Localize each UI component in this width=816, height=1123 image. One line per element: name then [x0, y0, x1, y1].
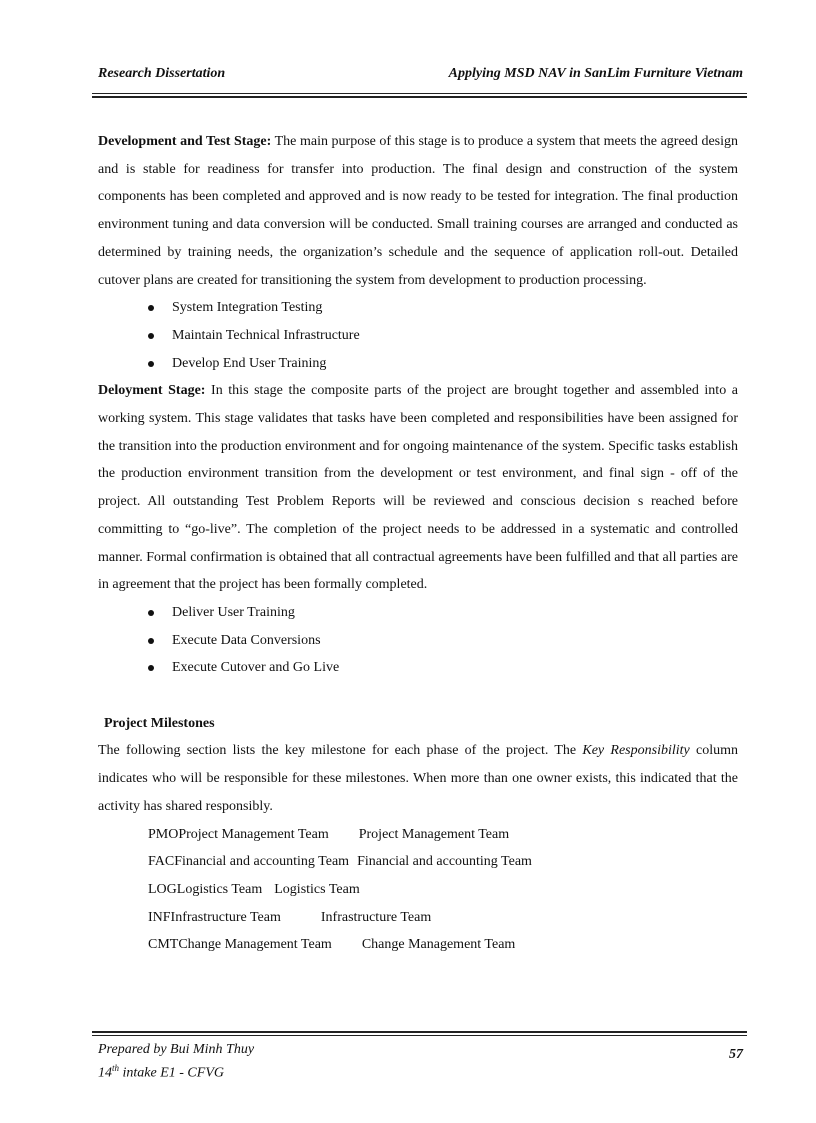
team-row: [98, 821, 738, 849]
footer-author: Prepared by Bui Minh Thuy: [98, 1042, 255, 1057]
header-title-right: Applying MSD NAV in SanLim Furniture Vietnam: [448, 66, 743, 81]
team-code-name: INFInfrastructure Team: [148, 909, 281, 925]
development-bullet-list: [98, 294, 738, 377]
development-paragraph: [98, 128, 738, 294]
team-name: Logistics Team: [274, 881, 360, 897]
footer-intake: [98, 1059, 743, 1083]
development-text: The main purpose of this stage is to produce a system that meets the agreed design and is stable for readiness for transfer into production. The final design and construction of the system components has been completed and approved and is now ready to be tested for integration. The final production environment tuning and data conversion will be conducted. Small training courses are arranged and conducted as determined by training needs, the organization’s schedule and the sequence of application roll-out. Detailed cutover plans are created for transitioning the system from development to production processing.: [98, 134, 739, 288]
list-item-text: Develop End User Training: [172, 355, 327, 371]
intro-text-a: The following section lists the key milestone for each phase of the project. The: [98, 743, 583, 759]
team-name: Financial and accounting Team: [357, 854, 532, 870]
page-number: 57: [729, 1047, 743, 1062]
team-code-name: CMTChange Management Team: [148, 937, 332, 953]
bullet-icon: [148, 638, 154, 644]
list-item-text: System Integration Testing: [172, 300, 323, 316]
team-row: [98, 876, 738, 904]
bullet-icon: [148, 665, 154, 671]
team-row: [98, 931, 738, 959]
header-rule-thick: [92, 96, 747, 98]
team-name: Project Management Team: [358, 826, 510, 842]
list-item: [98, 322, 738, 350]
section-heading: Project Milestones: [104, 715, 215, 731]
footer-rule: [92, 1035, 747, 1036]
team-row: [98, 848, 738, 876]
page-header: [98, 66, 743, 88]
footer-rule-thick: [92, 1031, 747, 1033]
bullet-icon: [148, 610, 154, 616]
list-item-text: Deliver User Training: [172, 604, 295, 620]
team-row: [98, 904, 738, 932]
header-rule: [92, 93, 747, 94]
bullet-icon: [148, 361, 154, 367]
list-item: [98, 350, 738, 378]
development-label: Development and Test Stage:: [98, 134, 272, 149]
bullet-icon: [148, 305, 154, 311]
list-item: [98, 627, 738, 655]
deployment-paragraph: [98, 377, 738, 599]
intake-text: intake E1 - CFVG: [119, 1065, 224, 1081]
intake-number: 14: [98, 1065, 112, 1081]
intro-emphasis: Key Responsibility: [582, 743, 690, 759]
blank-line: [98, 682, 738, 710]
team-name: Infrastructure Team: [320, 909, 432, 925]
page-footer: [98, 1040, 743, 1083]
list-item: [98, 654, 738, 682]
intro-text-b: column indicates who will be responsible for these milestones. When more than one owner exists, this indicated that the activity has shared responsibly.: [98, 743, 738, 814]
milestones-intro: [98, 737, 738, 820]
list-item-text: Execute Cutover and Go Live: [172, 660, 340, 676]
team-code-name: PMOProject Management Team: [148, 826, 329, 842]
list-item: [98, 294, 738, 322]
deployment-bullet-list: [98, 599, 738, 682]
bullet-icon: [148, 333, 154, 339]
team-code-name: FACFinancial and accounting Team: [148, 854, 350, 870]
page-body: [98, 128, 738, 959]
team-name: Change Management Team: [361, 937, 516, 953]
header-title-left: Research Dissertation: [98, 66, 226, 81]
list-item-text: Execute Data Conversions: [172, 632, 321, 648]
list-item-text: Maintain Technical Infrastructure: [172, 327, 360, 343]
team-code-name: LOGLogistics Team: [148, 881, 263, 897]
deployment-text: In this stage the composite parts of the project are brought together and assembled into a working system. This stage validates that tasks have been completed and responsibilities have been assigned for the transition into the production environment and for ongoing maintenance of the system. Specific tasks establish the production environment transition from the development or test environment, and final sign - off of the project. All outstanding Test Problem Reports will be reviewed and conscious decision s reached before committing to “go-live”. The completion of the project needs to be addressed in a systematic and controlled manner. Formal confirmation is obtained that all contractual agreements have been fulfilled and that all parties are in agreement that the project has been formally completed.: [98, 383, 738, 593]
list-item: [98, 599, 738, 627]
deployment-label: Deloyment Stage:: [98, 383, 206, 399]
intake-suffix: th: [112, 1063, 120, 1073]
